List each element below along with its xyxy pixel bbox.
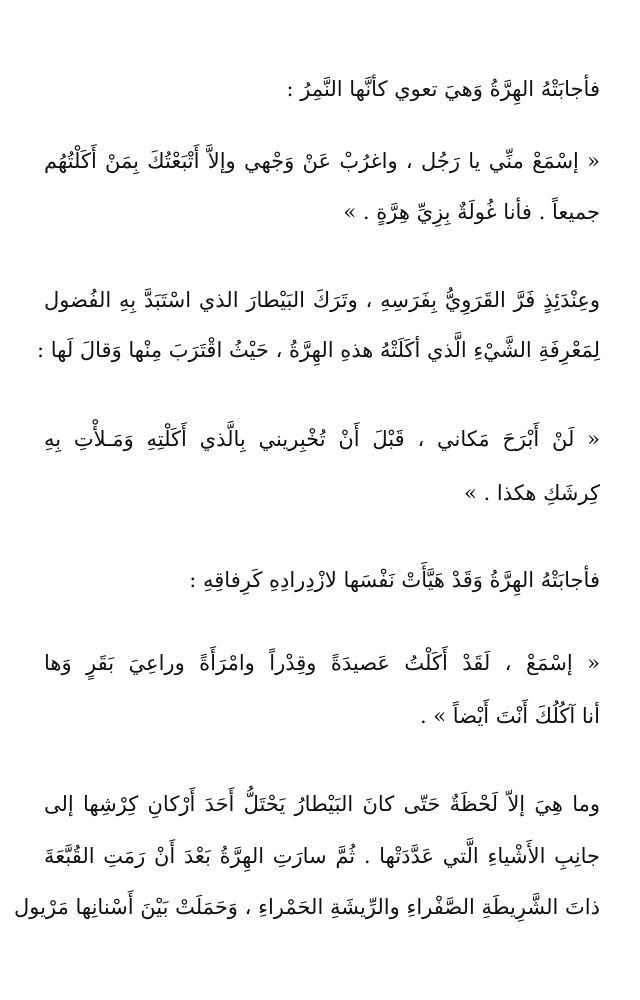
text-line-11: وما هِيَ إلاّ لَحْظَةٌ حَتّى كانَ البَيْطارُ يَحْتَلُّ أَحَدَ أَرْكانِ كِرْشِها إلى	[44, 792, 600, 816]
text-line-9: « إسْمَعْ ، لَقَدْ أَكَلْتُ عَصيدَةً وقِدْراً وامْرَأَةً وراعِيَ بَقَرٍ وَها	[44, 651, 600, 675]
text-line-12: جانِبِ الأَشْياءِ الَّتي عَدَّدَتْها . ثُمَّ سارَتِ الهِرَّةُ بَعْدَ أَنْ رَمَتِ القُبَّعَةَ	[44, 844, 600, 868]
text-line-8: فأجابَتْهُ الهِرَّةُ وَقَدْ هَيَّأَتْ نَفْسَها لازْدِرادِهِ كَرِفاقِهِ :	[189, 568, 600, 592]
text-line-13: ذاتَ الشَّرِيطَةِ الصَّفْراءِ والرِّيشَةِ الحَمْراءِ ، وَحَمَلَتْ بَيْنَ أَسْنانِها مَرْيول	[14, 895, 600, 919]
text-line-1: فأجابَتْهُ الهِرَّةُ وَهيَ تعوي كأنَّها النَّمِرُ :	[286, 77, 600, 101]
text-line-5: لِمَعْرِفَةِ الشَّيْءِ الَّذي أكَلَتْهُ هذهِ الهِرَّةُ ، حَيْثُ اقْتَرَبَ مِنْها وَقالَ لَها :	[36, 338, 600, 362]
text-line-3: جميعاً . فأنا غُولَةٌ بِزِيِّ هِرَّةٍ . »	[343, 200, 600, 224]
text-line-2: « إسْمَعْ منِّي يا رَجُل ، واغرُبْ عَنْ وَجْهي وإلاَّ أَتْبَعْتُكَ بِمَنْ أَكَلْتُهُم	[44, 149, 600, 173]
text-line-6: « لَنْ أَبْرَحَ مَكاني ، قَبْلَ أَنْ تُخْبِريني بِالَّذي أَكَلْتِهِ وَمَـلأْتِ بِهِ	[44, 427, 600, 451]
text-line-7: كِرشَكِ هكذا . »	[464, 481, 600, 505]
text-line-10: أنا آكُلُكَ أَنْتَ أَيْضاً » .	[419, 704, 600, 728]
text-line-4: وعِنْدَئِذٍ فَرَّ القَرَوِيُّ بِفَرَسِهِ ، وتَرَكَ البَيْطارَ الذي اسْتَبَدَّ بِهِ الفُضول	[44, 288, 600, 312]
